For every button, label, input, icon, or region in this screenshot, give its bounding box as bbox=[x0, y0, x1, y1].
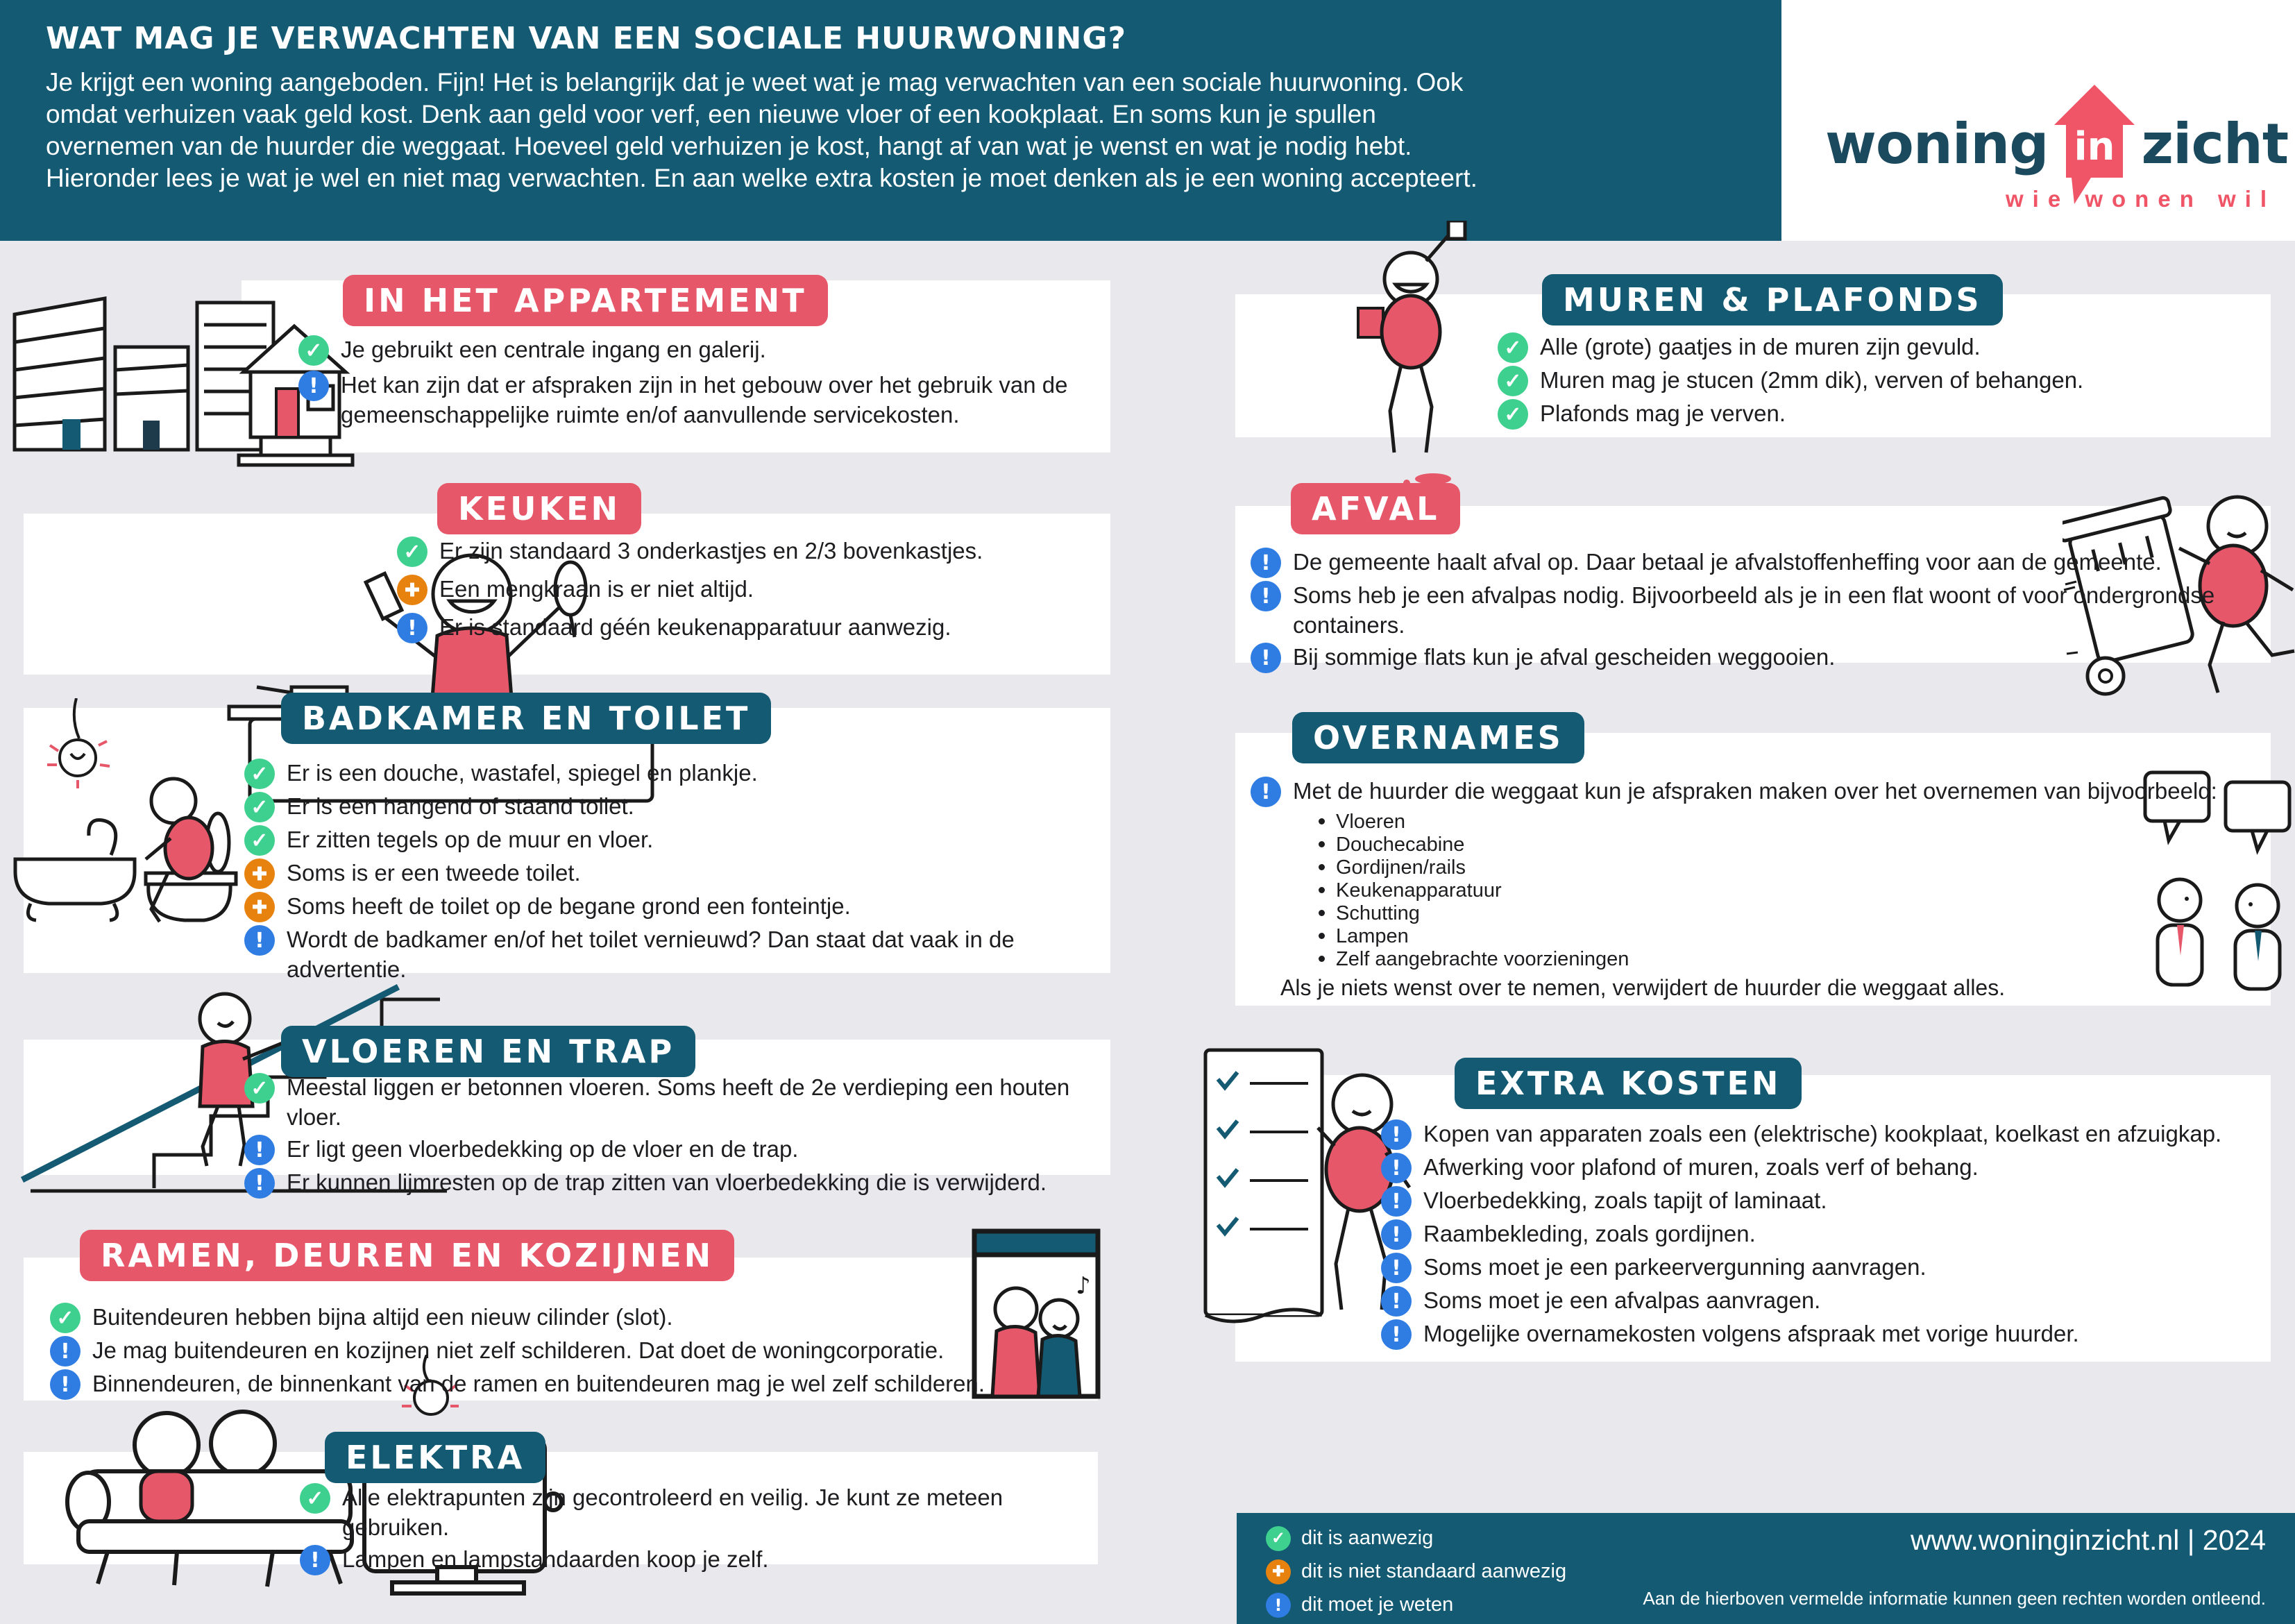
keuken-items bbox=[397, 536, 1091, 650]
bullet-dot-icon bbox=[1319, 910, 1325, 916]
item-text: Alle elektrapunten zijn gecontroleerd en veilig. Je kunt ze meteen gebruiken. bbox=[342, 1485, 1003, 1540]
list-item bbox=[397, 536, 1091, 567]
intro-line: Je krijgt een woning aangeboden. Fijn! Het is belangrijk dat je weet wat je mag verwachten van een sociale huurwoning. Ook bbox=[46, 68, 1464, 96]
item-text: Soms heeft de toilet op de begane grond een fonteintje. bbox=[287, 893, 851, 919]
item-text: Je mag buitendeuren en kozijnen niet zelf schilderen. Dat doet de woningcorporatie. bbox=[92, 1337, 945, 1363]
list-item bbox=[1381, 1119, 2276, 1150]
badge-muren: MUREN & PLAFONDS bbox=[1542, 274, 2003, 325]
item-text: Er is standaard géén keukenapparatuur aanwezig. bbox=[439, 614, 951, 640]
logo-tagline: wie wonen wil bbox=[2006, 186, 2276, 212]
list-item bbox=[1251, 776, 2250, 807]
list-item bbox=[1381, 1285, 2276, 1317]
list-item bbox=[1498, 398, 2233, 430]
exclaim-icon bbox=[1381, 1286, 1412, 1317]
exclaim-icon bbox=[1251, 777, 1281, 807]
check-icon bbox=[298, 335, 329, 366]
bullet-item bbox=[1319, 834, 2151, 856]
check-icon bbox=[244, 1073, 275, 1103]
bullet-dot-icon bbox=[1319, 864, 1325, 870]
extra-items bbox=[1381, 1119, 2276, 1352]
bullet-text: Zelf aangebrachte voorzieningen bbox=[1336, 948, 1629, 970]
check-icon bbox=[244, 825, 275, 856]
item-text: Lampen en lampstandaarden koop je zelf. bbox=[342, 1546, 769, 1572]
check-icon bbox=[300, 1483, 330, 1514]
intro-line: omdat verhuizen vaak geld kost. Denk aan geld voor verf, een nieuwe vloer of een kookplaat. En soms kun je spullen bbox=[46, 100, 1376, 128]
exclaim-icon bbox=[50, 1336, 81, 1367]
check-icon bbox=[50, 1303, 81, 1333]
exclaim-icon bbox=[1381, 1153, 1412, 1183]
item-text: dit is aanwezig bbox=[1301, 1527, 1434, 1549]
logo-word-woning: woning bbox=[1825, 111, 2049, 176]
exclaim-icon bbox=[1251, 643, 1281, 673]
bullet-item bbox=[1319, 811, 2151, 834]
exclaim-icon bbox=[1381, 1319, 1412, 1350]
item-text: Met de huurder die weggaat kun je afspraken maken over het overnemen van bijvoorbeeld: bbox=[1293, 778, 2217, 804]
list-item bbox=[1251, 580, 2243, 640]
item-text: Er ligt geen vloerbedekking op de vloer en de trap. bbox=[287, 1136, 799, 1162]
badge-vloeren: VLOEREN EN TRAP bbox=[281, 1026, 695, 1077]
bullet-dot-icon bbox=[1319, 887, 1325, 893]
item-text: Raambekleding, zoals gordijnen. bbox=[1423, 1221, 1756, 1246]
item-text: dit is niet standaard aanwezig bbox=[1301, 1560, 1567, 1582]
item-text: Meestal liggen er betonnen vloeren. Soms heeft de 2e verdieping een houten vloer. bbox=[287, 1074, 1070, 1130]
list-item bbox=[244, 1134, 1112, 1165]
list-item bbox=[1381, 1219, 2276, 1250]
item-text: dit moet je weten bbox=[1301, 1593, 1454, 1616]
list-item bbox=[1266, 1525, 1566, 1551]
badge-appartement: IN HET APPARTEMENT bbox=[343, 275, 828, 326]
list-item bbox=[298, 370, 1090, 430]
list-item bbox=[244, 924, 1098, 984]
badge-elektra: ELEKTRA bbox=[325, 1432, 545, 1483]
list-item bbox=[1266, 1592, 1566, 1618]
intro-paragraph bbox=[46, 67, 1477, 194]
bullet-text: Lampen bbox=[1336, 925, 1409, 947]
list-item bbox=[50, 1302, 1063, 1333]
item-text: Buitendeuren hebben bijna altijd een nieuw cilinder (slot). bbox=[92, 1304, 673, 1330]
svg-text:in: in bbox=[2074, 124, 2115, 169]
list-item bbox=[244, 791, 1098, 822]
item-text: Afwerking voor plafond of muren, zoals verf of behang. bbox=[1423, 1154, 1979, 1180]
exclaim-icon bbox=[244, 1168, 275, 1199]
ramen-items bbox=[50, 1302, 1063, 1402]
overnames-bullets bbox=[1319, 811, 2151, 971]
check-icon bbox=[397, 536, 427, 567]
check-icon bbox=[1498, 366, 1528, 396]
list-item bbox=[1251, 547, 2243, 578]
plus-icon bbox=[397, 575, 427, 605]
item-text: Er is een hangend of staand toilet. bbox=[287, 793, 634, 819]
check-icon bbox=[244, 792, 275, 822]
list-item bbox=[244, 1072, 1112, 1132]
badge-badkamer: BADKAMER EN TOILET bbox=[281, 693, 771, 744]
afval-items bbox=[1251, 547, 2243, 675]
list-item bbox=[50, 1335, 1063, 1367]
intro-line: overnemen van de huurder die weggaat. Hoeveel geld verhuizen je kost, hangt af van wat je wenst en wat je nodig hebt. bbox=[46, 132, 1412, 160]
badge-keuken: KEUKEN bbox=[437, 483, 641, 534]
badge-extra: EXTRA KOSTEN bbox=[1455, 1058, 1802, 1109]
item-text: Alle (grote) gaatjes in de muren zijn gevuld. bbox=[1540, 334, 1981, 360]
list-item bbox=[244, 1167, 1112, 1199]
check-icon bbox=[1266, 1526, 1291, 1551]
item-text: Vloerbedekking, zoals tapijt of laminaat. bbox=[1423, 1187, 1827, 1213]
overnames-intro bbox=[1251, 776, 2250, 809]
overnames-outro: Als je niets wenst over te nemen, verwijdert de huurder die weggaat alles. bbox=[1280, 975, 2006, 1000]
painter-illustration bbox=[1329, 221, 1482, 498]
plus-icon bbox=[244, 858, 275, 889]
list-item bbox=[1381, 1185, 2276, 1217]
vloeren-items bbox=[244, 1072, 1112, 1201]
exclaim-icon bbox=[1251, 548, 1281, 578]
bullet-text: Vloeren bbox=[1336, 811, 1405, 833]
item-text: Bij sommige flats kun je afval gescheiden weggooien. bbox=[1293, 644, 1836, 670]
exclaim-icon bbox=[300, 1545, 330, 1575]
bullet-text: Gordijnen/rails bbox=[1336, 856, 1466, 879]
list-item bbox=[300, 1544, 1091, 1575]
website-link: www.woninginzicht.nl | 2024 bbox=[1910, 1524, 2266, 1556]
list-item bbox=[244, 891, 1098, 922]
item-text: Mogelijke overnamekosten volgens afspraak met vorige huurder. bbox=[1423, 1321, 2079, 1346]
item-text: Er is een douche, wastafel, spiegel en plankje. bbox=[287, 760, 758, 786]
item-text: Soms moet je een parkeervergunning aanvragen. bbox=[1423, 1254, 1926, 1280]
plus-icon bbox=[1266, 1559, 1291, 1584]
svg-text:♪: ♪ bbox=[1076, 1272, 1091, 1300]
check-icon bbox=[1498, 332, 1528, 363]
list-item bbox=[1381, 1152, 2276, 1183]
elektra-items bbox=[300, 1482, 1091, 1578]
exclaim-icon bbox=[1381, 1186, 1412, 1217]
bullet-item bbox=[1319, 856, 2151, 879]
item-text: De gemeente haalt afval op. Daar betaal je afvalstoffenheffing voor aan de gemeente. bbox=[1293, 549, 2162, 575]
intro-line: Hieronder lees je wat je wel en niet mag verwachten. En aan welke extra kosten je moet denken als je een woning accepteert. bbox=[46, 164, 1477, 192]
exclaim-icon bbox=[1381, 1219, 1412, 1250]
item-text: Het kan zijn dat er afspraken zijn in het gebouw over het gebruik van de gemeenschappelijke ruimte en/of aanvullende servicekosten. bbox=[341, 372, 1068, 428]
bullet-item bbox=[1319, 879, 2151, 902]
exclaim-icon bbox=[1266, 1593, 1291, 1618]
item-text: Binnendeuren, de binnenkant van de ramen en buitendeuren mag je wel zelf schilderen. bbox=[92, 1371, 985, 1396]
item-text: Er zitten tegels op de muur en vloer. bbox=[287, 827, 654, 852]
list-item bbox=[1266, 1559, 1566, 1584]
list-item bbox=[1498, 332, 2233, 363]
badge-afval: AFVAL bbox=[1291, 483, 1460, 534]
list-item bbox=[300, 1482, 1091, 1542]
check-icon bbox=[1498, 399, 1528, 430]
item-text: Plafonds mag je verven. bbox=[1540, 400, 1786, 426]
bullet-dot-icon bbox=[1319, 956, 1325, 962]
list-item bbox=[244, 858, 1098, 889]
bathroom-illustration bbox=[10, 698, 246, 976]
list-item bbox=[244, 758, 1098, 789]
check-icon bbox=[244, 759, 275, 789]
list-item bbox=[1251, 642, 2243, 673]
item-text: Een mengkraan is er niet altijd. bbox=[439, 576, 754, 602]
bullet-text: Keukenapparatuur bbox=[1336, 879, 1502, 902]
list-item bbox=[1381, 1252, 2276, 1283]
bullet-text: Schutting bbox=[1336, 902, 1420, 924]
exclaim-icon bbox=[397, 613, 427, 643]
item-text: Soms is er een tweede toilet. bbox=[287, 860, 581, 886]
plus-icon bbox=[244, 892, 275, 922]
badkamer-items bbox=[244, 758, 1098, 986]
logo-word-zicht: zicht bbox=[2141, 111, 2289, 176]
exclaim-icon bbox=[1251, 581, 1281, 611]
legend bbox=[1266, 1525, 1566, 1624]
muren-items bbox=[1498, 332, 2233, 432]
item-text: Soms moet je een afvalpas aanvragen. bbox=[1423, 1287, 1821, 1313]
bullet-dot-icon bbox=[1319, 818, 1325, 824]
list-item bbox=[1498, 365, 2233, 396]
item-text: Er zijn standaard 3 onderkastjes en 2/3 bovenkastjes. bbox=[439, 538, 983, 564]
exclaim-icon bbox=[50, 1369, 81, 1400]
item-text: Muren mag je stucen (2mm dik), verven of behangen. bbox=[1540, 367, 2084, 393]
exclaim-icon bbox=[298, 371, 329, 401]
badge-overnames: OVERNAMES bbox=[1292, 712, 1584, 763]
bullet-dot-icon bbox=[1319, 841, 1325, 847]
bullet-item bbox=[1319, 948, 2151, 971]
exclaim-icon bbox=[244, 925, 275, 956]
list-item bbox=[397, 574, 1091, 605]
appartement-items bbox=[298, 335, 1090, 434]
item-text: Je gebruikt een centrale ingang en galerij. bbox=[341, 337, 766, 362]
exclaim-icon bbox=[1381, 1119, 1412, 1150]
item-text: Er kunnen lijmresten op de trap zitten van vloerbedekking die is verwijderd. bbox=[287, 1169, 1047, 1195]
badge-ramen: RAMEN, DEUREN EN KOZIJNEN bbox=[80, 1230, 734, 1281]
list-item bbox=[244, 824, 1098, 856]
bullet-item bbox=[1319, 902, 2151, 925]
disclaimer-text: Aan de hierboven vermelde informatie kunnen geen rechten worden ontleend. bbox=[1643, 1588, 2266, 1609]
bullet-text: Douchecabine bbox=[1336, 834, 1465, 856]
exclaim-icon bbox=[244, 1135, 275, 1165]
exclaim-icon bbox=[1381, 1253, 1412, 1283]
list-item bbox=[298, 335, 1090, 366]
list-item bbox=[50, 1369, 1063, 1400]
list-item bbox=[397, 612, 1091, 643]
list-item bbox=[1381, 1319, 2276, 1350]
page-title: WAT MAG JE VERWACHTEN VAN EEN SOCIALE HUURWONING? bbox=[46, 21, 1126, 56]
bullet-dot-icon bbox=[1319, 933, 1325, 939]
bullet-item bbox=[1319, 925, 2151, 948]
item-text: Kopen van apparaten zoals een (elektrische) kookplaat, koelkast en afzuigkap. bbox=[1423, 1121, 2222, 1147]
item-text: Wordt de badkamer en/of het toilet vernieuwd? Dan staat dat vaak in de advertentie. bbox=[287, 927, 1015, 982]
item-text: Soms heb je een afvalpas nodig. Bijvoorbeeld als je in een flat woont of voor ondergrondse containers. bbox=[1293, 582, 2215, 638]
